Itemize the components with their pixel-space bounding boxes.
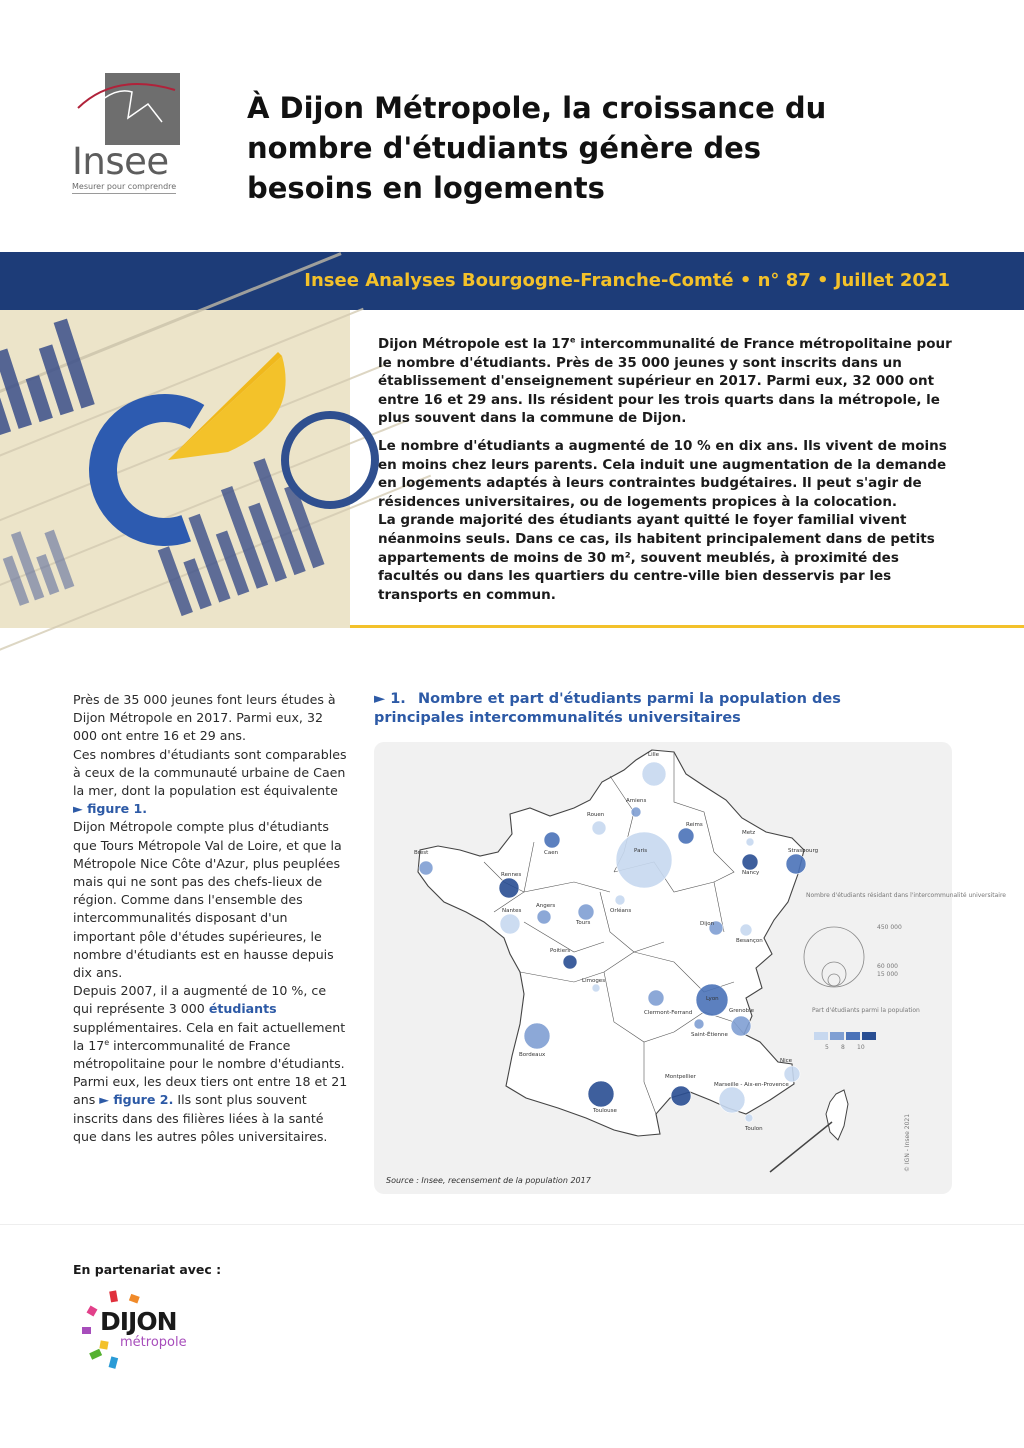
insee-logo-word: Insee bbox=[72, 140, 169, 183]
city-label: Strasbourg bbox=[788, 848, 819, 854]
city-label: Bordeaux bbox=[519, 1052, 546, 1058]
dijon-metropole-logo bbox=[78, 1285, 218, 1375]
city-bubble bbox=[616, 832, 672, 888]
city-label: Clermont-Ferrand bbox=[644, 1010, 693, 1016]
insee-logo bbox=[70, 70, 185, 200]
city-bubble bbox=[537, 910, 551, 924]
city-label: Brest bbox=[414, 850, 429, 856]
city-bubble bbox=[694, 1019, 704, 1029]
city-label: Dijon bbox=[700, 921, 715, 927]
city-bubble bbox=[719, 1087, 745, 1113]
corsica bbox=[826, 1090, 848, 1140]
legend-size-3: 15 000 bbox=[877, 971, 898, 978]
city-bubble bbox=[615, 895, 625, 905]
etudiants-link[interactable]: étudiants bbox=[208, 1001, 277, 1017]
city-bubble bbox=[742, 854, 758, 870]
city-label: Angers bbox=[536, 903, 556, 909]
city-bubble bbox=[524, 1023, 550, 1049]
city-bubble bbox=[746, 838, 754, 846]
legend-circle-large bbox=[804, 927, 864, 987]
city-label: Reims bbox=[686, 822, 703, 828]
city-label: Toulon bbox=[745, 1126, 763, 1132]
city-label: Rouen bbox=[587, 812, 605, 818]
city-bubble bbox=[678, 828, 694, 844]
city-bubble bbox=[745, 1114, 753, 1122]
figure-2-link[interactable]: ► figure 2. bbox=[99, 1092, 174, 1108]
city-bubble bbox=[642, 762, 666, 786]
insee-logo-tagline: Mesurer pour comprendre bbox=[72, 182, 176, 194]
legend-swatch-3 bbox=[846, 1032, 860, 1040]
city-label: Nancy bbox=[742, 870, 760, 876]
city-label: Marseille - Aix-en-Provence bbox=[714, 1082, 789, 1088]
page-title: À Dijon Métropole, la croissance du nombre d'étudiants génère des besoins en logements bbox=[247, 91, 827, 205]
city-bubble bbox=[631, 807, 641, 817]
city-bubble bbox=[784, 1066, 800, 1082]
legend-circle-small bbox=[828, 974, 840, 986]
city-bubble bbox=[588, 1081, 614, 1107]
city-label: Caen bbox=[544, 850, 559, 856]
city-bubble bbox=[578, 904, 594, 920]
city-bubble bbox=[500, 914, 520, 934]
city-label: Tours bbox=[576, 920, 591, 926]
city-bubble bbox=[544, 832, 560, 848]
city-bubble bbox=[419, 861, 433, 875]
city-bubble bbox=[786, 854, 806, 874]
intro-paragraph-1: Dijon Métropole est la 17e intercommunalité de France métropolitaine pour le nombre d'étudiants. Près de 35 000 jeunes y sont inscrits dans un établissement d'enseignement supérieur en 2017. Parmi eux, 32 000 ont entre 16 et 29 ans. Ils résident pour les trois quarts dans la métropole, le plus souvent dans la commune de Dijon. bbox=[378, 335, 952, 427]
publication-reference: Insee Analyses Bourgogne-Franche-Comté • n° 87 • Juillet 2021 bbox=[304, 270, 950, 291]
city-label: Amiens bbox=[626, 798, 647, 804]
france-map bbox=[374, 742, 1006, 1194]
body-text-column: Près de 35 000 jeunes font leurs études à Dijon Métropole en 2017. Parmi eux, 32 000 ont entre 16 et 29 ans. Ces nombres d'étudiants sont comparables à ceux de la communauté urbaine de Caen la mer, dont la population est équivalente ► figure 1. Dijon Métropole compte plus d'étudiants que Tours Métropole Val de Loire, et que la Métropole Nice Côte d'Azur, plus peuplées mais qui ne sont pas des chefs-lieux de région. Comme dans l'ensemble des intercommunalités disposant d'un important pôle d'études supérieures, le nombre d'étudiants est en hausse depuis dix ans. Depuis 2007, il a augmenté de 10 %, ce qui représente 3 000 étudiants supplémentaires. Cela en fait actuellement la 17e intercommunalité de France métropolitaine pour le nombre d'étudiants. Parmi eux, les deux tiers ont entre 18 et 21 ans ► figure 2. Ils sont plus souvent inscrits dans des filières liées à la santé que dans les autres pôles universitaires. bbox=[73, 692, 348, 1144]
city-label: Paris bbox=[634, 848, 648, 854]
legend-size-1: 450 000 bbox=[877, 924, 902, 931]
city-label: Lille bbox=[648, 752, 660, 758]
city-label: Saint-Étienne bbox=[691, 1032, 728, 1038]
cover-illustration bbox=[0, 310, 350, 628]
intro-paragraph-3: La grande majorité des étudiants ayant quitté le foyer familial vivent néanmoins seuls. Dans ce cas, ils habitent principalement dans de petits appartements de moins de 30 m², souvent meublés, à proximité des facultés ou dans les quartiers du centre-ville bien desservis par les transports en commun. bbox=[378, 512, 935, 603]
city-bubble bbox=[592, 984, 600, 992]
dijon-logo-word: DIJON bbox=[100, 1307, 177, 1336]
legend-share-title: Part d'étudiants parmi la population bbox=[812, 1007, 920, 1014]
figure-number: ► 1. bbox=[374, 691, 406, 707]
city-label: Montpellier bbox=[665, 1074, 696, 1080]
city-bubble bbox=[648, 990, 664, 1006]
corsica-separator bbox=[770, 1122, 832, 1172]
chart-collage-graphic bbox=[0, 310, 350, 628]
city-label: Limoges bbox=[582, 978, 606, 984]
city-label: Nice bbox=[780, 1058, 793, 1064]
map-legend bbox=[804, 892, 1006, 1051]
legend-share-2: 8 bbox=[841, 1044, 845, 1051]
city-label: Orléans bbox=[610, 908, 632, 914]
intro-paragraph-2: Le nombre d'étudiants a augmenté de 10 % en dix ans. Ils vivent de moins en moins chez leurs parents. Cela induit une augmentation de la demande en logements adaptés à leurs contraintes budgétaires. Il peut s'agir de résidences universitaires, ou de logements propices à la colocation. bbox=[378, 437, 947, 510]
partner-label: En partenariat avec : bbox=[73, 1262, 222, 1277]
publication-band bbox=[0, 252, 1024, 310]
legend-size-title: Nombre d'étudiants résidant dans l'intercommunalité universitaire bbox=[806, 892, 1006, 899]
legend-size-2: 60 000 bbox=[877, 963, 898, 970]
city-bubble bbox=[740, 924, 752, 936]
legend-swatch-4 bbox=[862, 1032, 876, 1040]
divider bbox=[0, 1224, 1024, 1225]
city-bubble bbox=[499, 878, 519, 898]
city-label: Nantes bbox=[502, 908, 522, 914]
legend-share-1: 5 bbox=[825, 1044, 829, 1051]
city-bubble bbox=[592, 821, 606, 835]
figure-title: ► 1. Nombre et part d'étudiants parmi la population des principales intercommunalités universitaires bbox=[374, 691, 841, 726]
city-label: Metz bbox=[742, 830, 756, 836]
city-label: Lyon bbox=[706, 996, 719, 1002]
city-label: Rennes bbox=[501, 872, 522, 878]
figure-1-link[interactable]: ► figure 1. bbox=[73, 801, 148, 817]
insee-logo-swoosh bbox=[70, 70, 185, 150]
legend-share-3: 10 bbox=[857, 1044, 865, 1051]
city-bubble bbox=[671, 1086, 691, 1106]
map-copyright: © IGN - Insee 2021 bbox=[904, 1113, 911, 1172]
legend-swatch-1 bbox=[814, 1032, 828, 1040]
dijon-logo-sub: métropole bbox=[120, 1335, 187, 1350]
city-label: Poitiers bbox=[550, 948, 571, 954]
city-label: Toulouse bbox=[593, 1108, 617, 1114]
city-bubble bbox=[563, 955, 577, 969]
legend-swatch-2 bbox=[830, 1032, 844, 1040]
city-label: Besançon bbox=[736, 938, 763, 944]
divider bbox=[350, 625, 1024, 628]
figure-source: Source : Insee, recensement de la population 2017 bbox=[386, 1176, 591, 1185]
intro-summary bbox=[378, 335, 958, 613]
city-label: Grenoble bbox=[729, 1008, 755, 1014]
city-bubble bbox=[731, 1016, 751, 1036]
map-panel bbox=[374, 742, 1006, 1194]
